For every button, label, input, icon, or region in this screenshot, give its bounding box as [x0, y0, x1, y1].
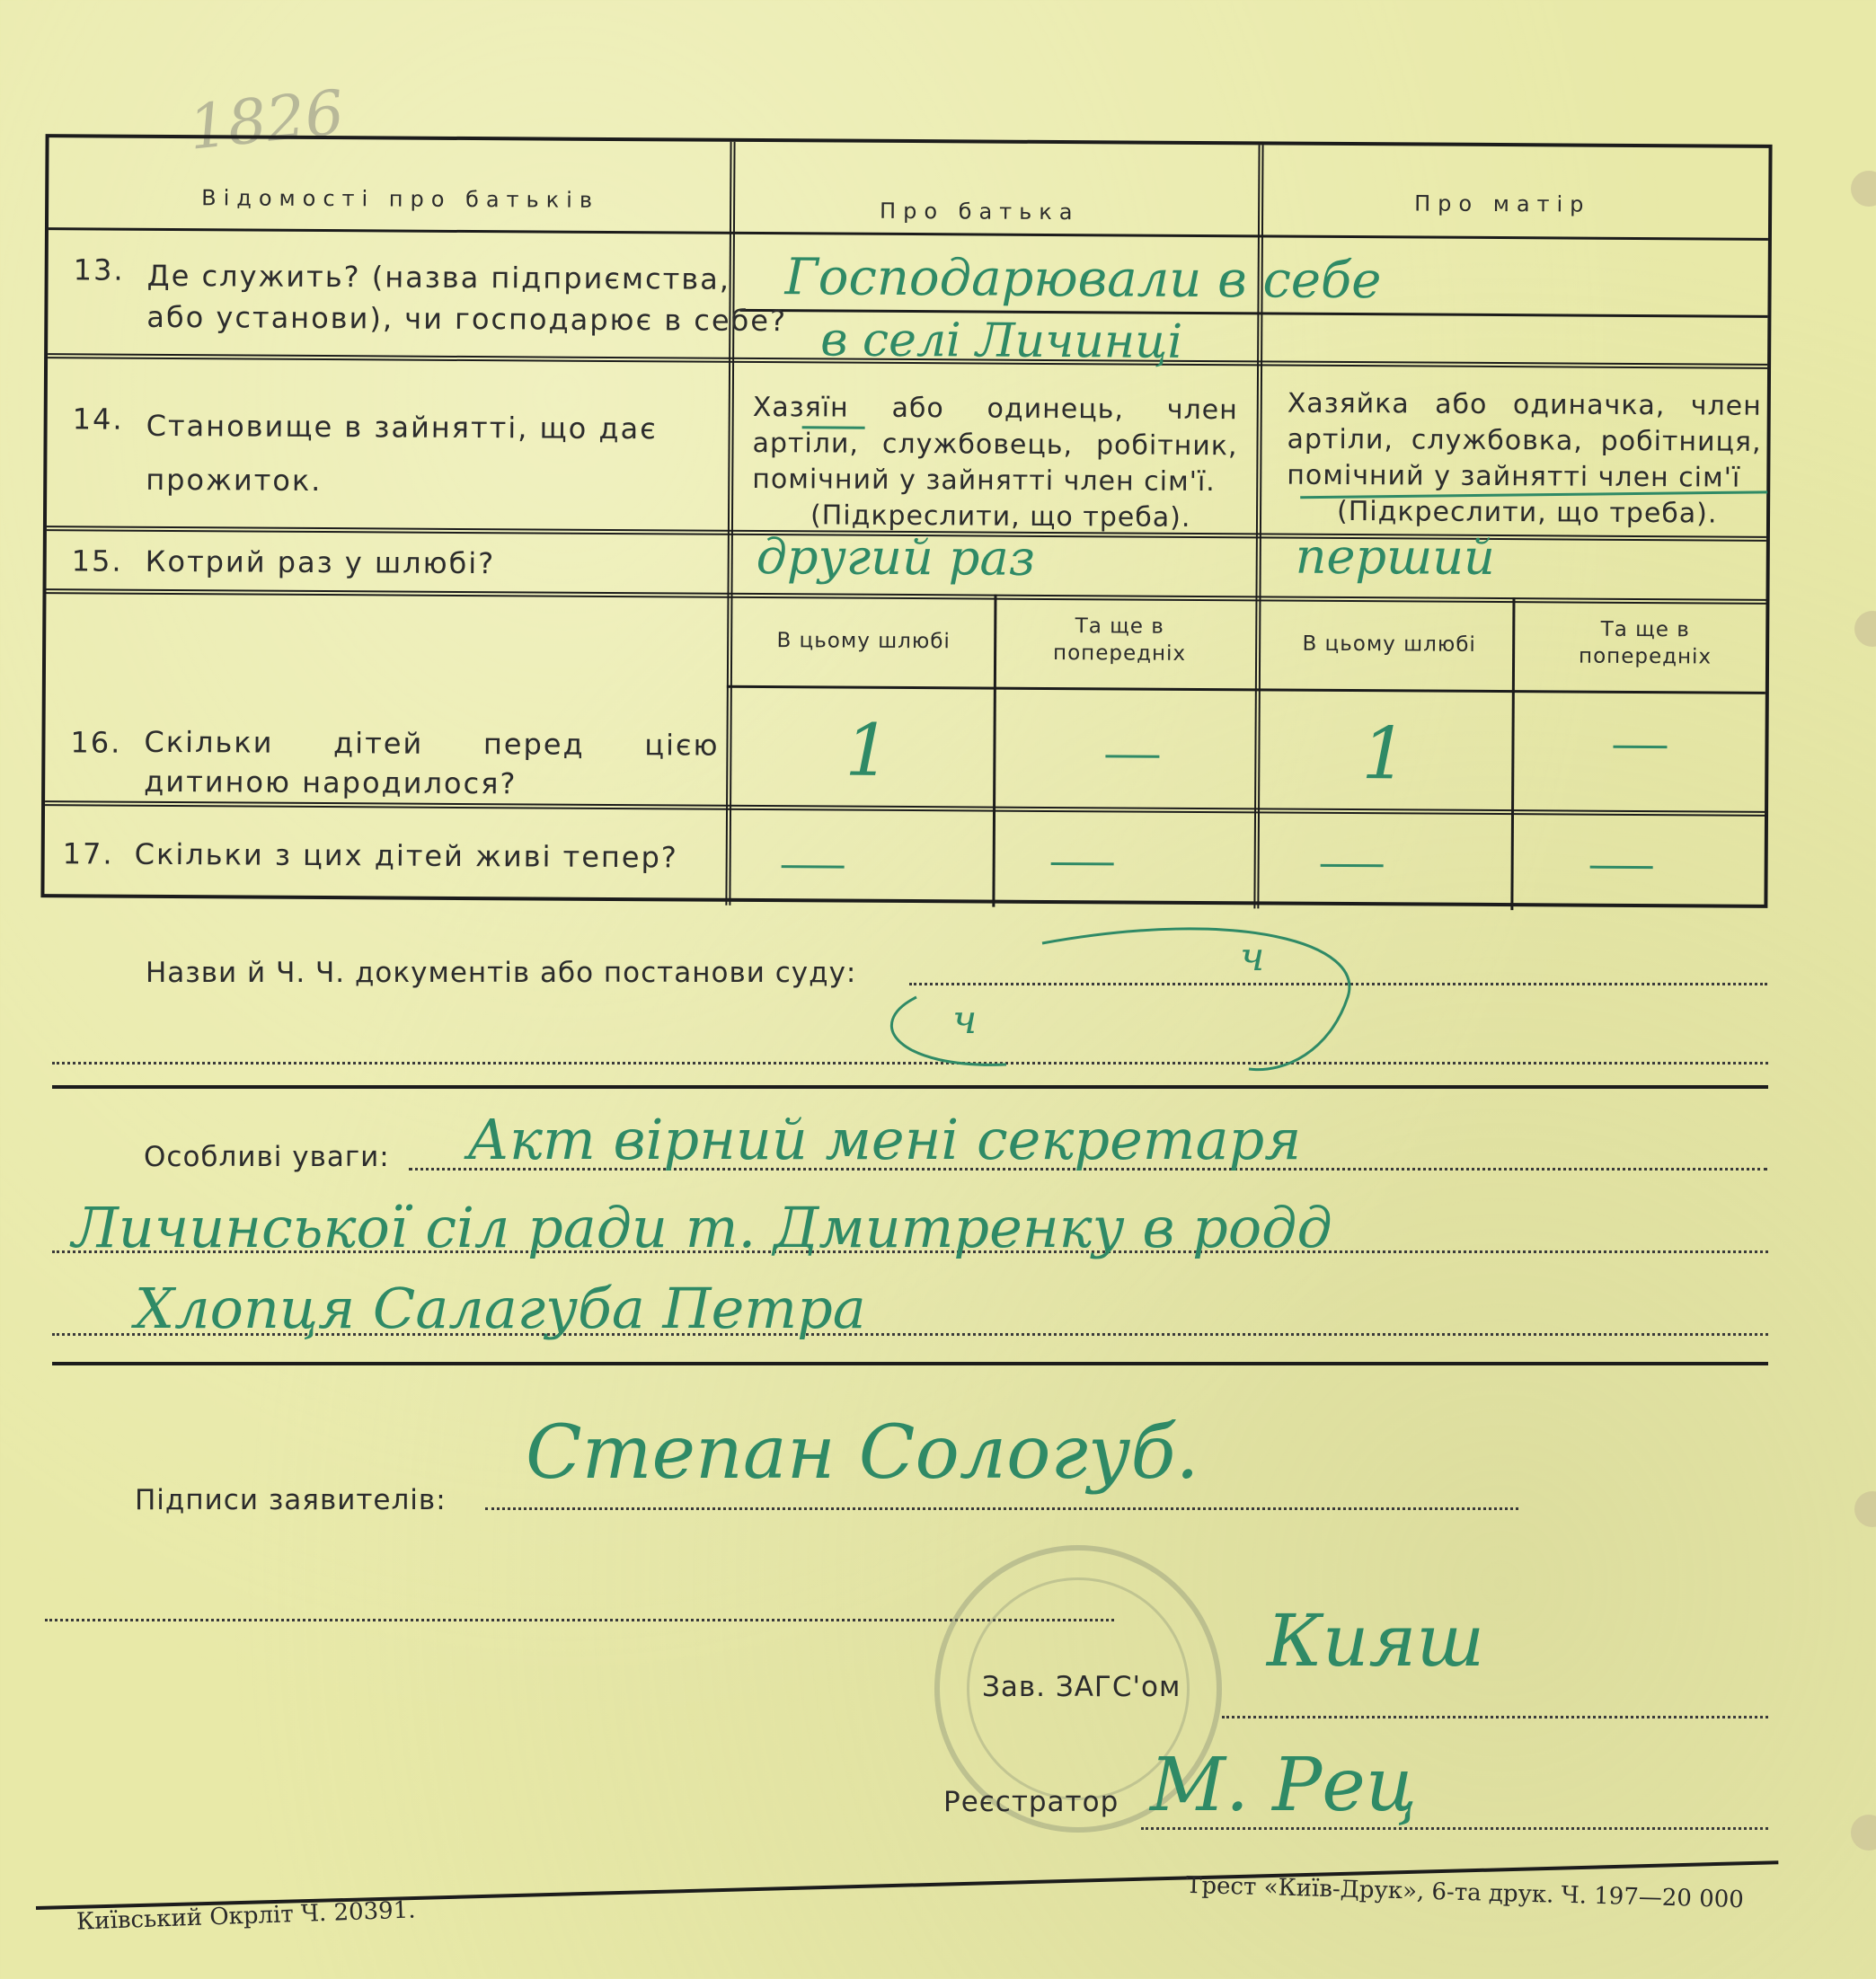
section-rule — [52, 1362, 1768, 1365]
table-col-divider — [992, 595, 996, 907]
q17-dash-4 — [1590, 866, 1653, 869]
documents-label: Назви й Ч. Ч. документів або постанови суду: — [146, 957, 857, 989]
parents-info-table — [40, 134, 1772, 908]
documents-mark-2: ч — [952, 997, 978, 1043]
subheader-mother-prev: Та ще в попередніх — [1579, 617, 1712, 669]
q16-father-prev-dash — [1105, 755, 1159, 757]
documents-mark-1: ч — [1240, 934, 1265, 980]
pencil-archive-number: 1826 — [185, 77, 348, 164]
q16-mother-prev-dash — [1613, 746, 1667, 748]
header-father: Про батька — [880, 198, 1080, 225]
q13-question-line1: Де служить? (назва підприємства, — [146, 258, 731, 296]
table-col-divider — [725, 142, 735, 906]
subheader-mother-this: В цьому шлюбі — [1302, 632, 1476, 657]
q16-question: Скільки дітей перед цією дитиною народилося? — [144, 724, 720, 801]
q13-father-answer-line1: Господарювали в себе — [784, 248, 1382, 311]
q17-question: Скільки з цих дітей живі тепер? — [134, 836, 678, 875]
q16-mother-this: 1 — [1361, 711, 1408, 796]
q14-mother-options: Хазяйка або одиначка, член артіли, службовка, робітниця, помічний у зайнятті член сім'ї — [1287, 387, 1762, 494]
q16-number: 16. — [70, 725, 122, 760]
applicants-dotted-line — [485, 1507, 1518, 1510]
registrar-signature: М. Рец — [1150, 1743, 1418, 1828]
registrar-label: Реєстратор — [943, 1786, 1119, 1818]
q14-number: 14. — [72, 402, 124, 437]
documents-handdrawn-bracket — [863, 916, 1384, 1087]
q13-father-answer-line2: в селі Личинці — [820, 313, 1183, 369]
q16-father-this: 1 — [845, 708, 891, 792]
q14-mother-hint: (Підкреслити, що треба). — [1336, 495, 1718, 530]
punch-hole — [1851, 171, 1876, 207]
q15-question: Котрий раз у шлюбі? — [145, 543, 496, 581]
table-divider — [45, 800, 1765, 817]
q17-dash-3 — [1321, 864, 1384, 867]
q14-question: Становище в зайнятті, що дає прожиток. — [146, 408, 658, 499]
q13-number: 13. — [73, 252, 125, 287]
q13-question-line2: або установи), чи господарює в себе? — [146, 299, 788, 339]
q15-father-answer: другий раз — [756, 527, 1036, 587]
q14-father-options: Хазяїн або одинець, член артіли, службовець, робітник, помічний у зайнятті член сім'ї. — [752, 391, 1238, 499]
header-info: Відомості про батьків — [201, 185, 600, 213]
footer-printer-left: Київський Окрліт Ч. 20391. — [75, 1896, 417, 1936]
section-rule — [52, 1085, 1768, 1089]
applicants-label: Підписи заявителів: — [135, 1484, 447, 1516]
underline-khazyain — [802, 426, 865, 428]
applicant-signature: Степан Сологуб. — [526, 1410, 1199, 1496]
zags-head-label: Зав. ЗАГС'ом — [982, 1671, 1181, 1703]
punch-hole — [1851, 1815, 1876, 1851]
q14-father-hint: (Підкреслити, що треба). — [810, 499, 1191, 534]
table-divider — [727, 685, 1765, 694]
q17-number: 17. — [62, 836, 114, 871]
table-divider — [49, 227, 1768, 241]
remarks-line-3: Хлопця Салагуба Петра — [135, 1276, 866, 1341]
footer-printer-right: Трест «Київ-Друк», 6-та друк. Ч. 197—20 000 — [1185, 1871, 1745, 1914]
table-divider — [46, 588, 1765, 605]
subheader-father-prev: Та ще в попередніх — [1053, 614, 1187, 666]
punch-hole — [1854, 1491, 1876, 1527]
zags-head-dotted-line — [1222, 1716, 1768, 1718]
remarks-label: Особливі уваги: — [144, 1141, 390, 1173]
punch-hole — [1854, 611, 1876, 647]
remarks-line-2: Личинської сіл ради т. Дмитренку в родд — [72, 1195, 1332, 1260]
q17-dash-2 — [1051, 862, 1114, 865]
subheader-father-this: В цьому шлюбі — [776, 629, 951, 654]
q15-number: 15. — [71, 543, 123, 579]
table-col-divider — [1510, 597, 1515, 910]
remarks-line-1: Акт вірний мені секретаря — [467, 1107, 1302, 1172]
q17-dash-1 — [782, 865, 845, 868]
q15-mother-answer: перший — [1295, 527, 1495, 586]
zags-head-signature: Кияш — [1267, 1599, 1485, 1683]
header-mother: Про матір — [1414, 190, 1591, 217]
